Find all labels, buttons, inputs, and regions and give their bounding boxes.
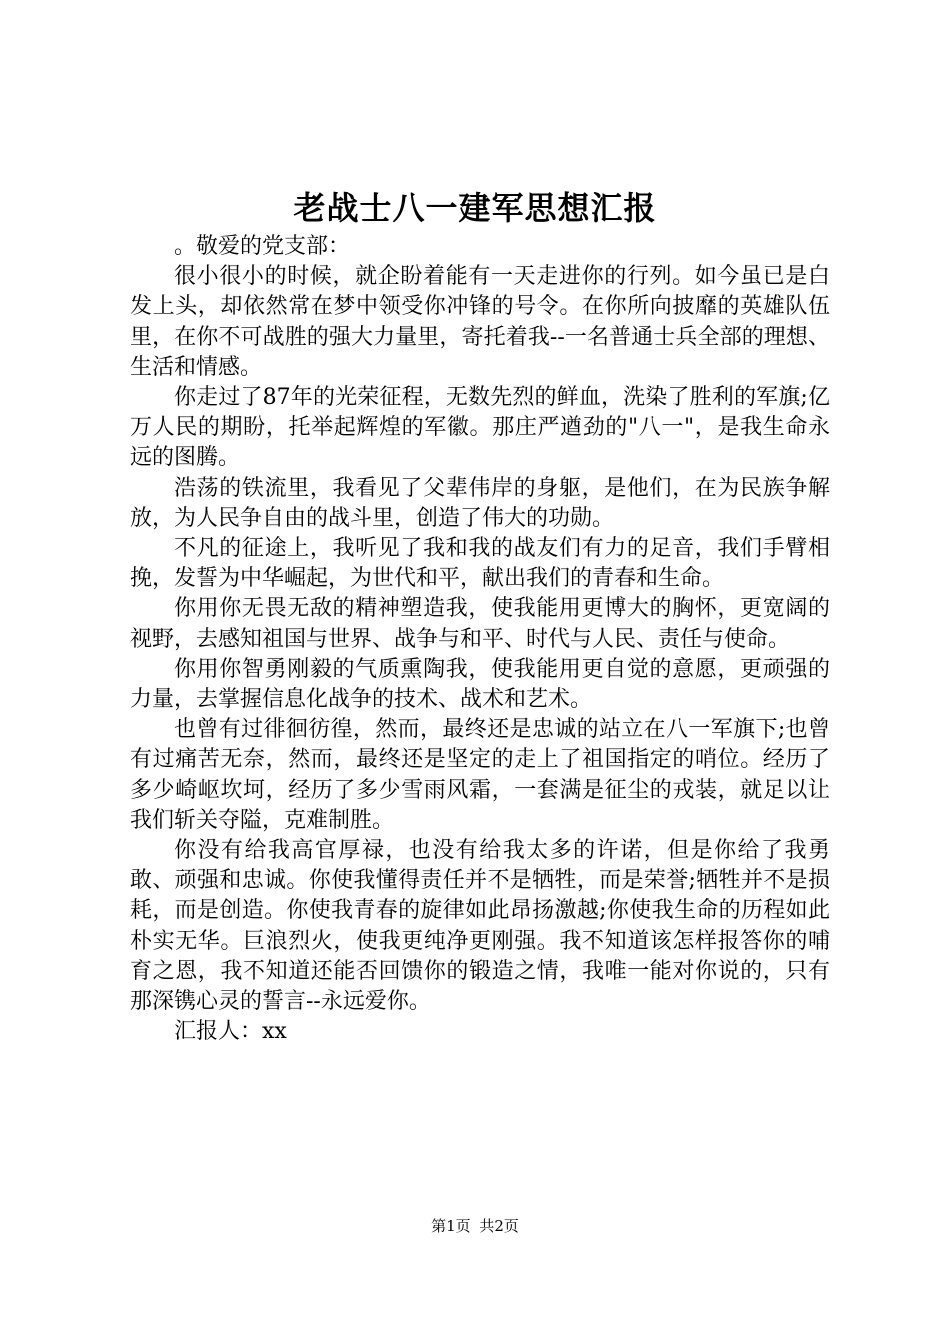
salutation: 。敬爱的党支部： — [174, 234, 351, 259]
paragraph: 你没有给我高官厚禄，也没有给我太多的许诺，但是你给了我勇敢、顽强和忠诚。你使我懂得责任并不是牺牲，而是荣誉;牺牲并不是损耗，而是创造。你使我青春的旋律如此昂扬激越;你使我生命的历程如此朴实无华。巨浪烈火，使我更纯净更刚强。我不知道该怎样报答你的哺育之恩，我不知道还能否回馈你的锻造之情，我唯一能对你说的，只有那深镌心灵的誓言--永远爱你。 — [130, 838, 830, 1015]
paragraph: 很小很小的时候，就企盼着能有一天走进你的行列。如今虽已是白发上头，却依然常在梦中领受你冲锋的号令。在你所向披靡的英雄队伍里，在你不可战胜的强大力量里，寄托着我--一名普通士兵全部的理想、生活和情感。 — [130, 264, 830, 380]
paragraph: 不凡的征途上，我听见了我和我的战友们有力的足音，我们手臂相挽，发誓为中华崛起，为世代和平，献出我们的青春和生命。 — [130, 536, 830, 592]
paragraph: 浩荡的铁流里，我看见了父辈伟岸的身躯，是他们，在为民族争解放，为人民争自由的战斗里，创造了伟大的功勋。 — [130, 475, 830, 531]
paragraph: 也曾有过徘徊彷徨，然而，最终还是忠诚的站立在八一军旗下;也曾有过痛苦无奈，然而，最终还是坚定的走上了祖国指定的哨位。经历了多少崎岖坎坷，经历了多少雪雨风霜，一套满是征尘的戎装，就足以让我们斩关夺隘，克难制胜。 — [130, 717, 830, 833]
paragraph: 你走过了87年的光荣征程，无数先烈的鲜血，洗染了胜利的军旗;亿万人民的期盼，托举起辉煌的军徽。那庄严遒劲的"八一"，是我生命永远的图腾。 — [130, 385, 830, 471]
document-body — [130, 232, 830, 1047]
signature: 汇报人：xx — [174, 1019, 287, 1045]
paragraph: 你用你无畏无敌的精神塑造我，使我能用更博大的胸怀，更宽阔的视野，去感知祖国与世界、战争与和平、时代与人民、责任与使命。 — [130, 596, 830, 652]
paragraph: 你用你智勇刚毅的气质熏陶我，使我能用更自觉的意愿，更顽强的力量，去掌握信息化战争的技术、战术和艺术。 — [130, 656, 830, 713]
document-title: 老战士八一建军思想汇报 — [293, 189, 657, 227]
page-number: 第1页 共2页 — [431, 1217, 519, 1235]
